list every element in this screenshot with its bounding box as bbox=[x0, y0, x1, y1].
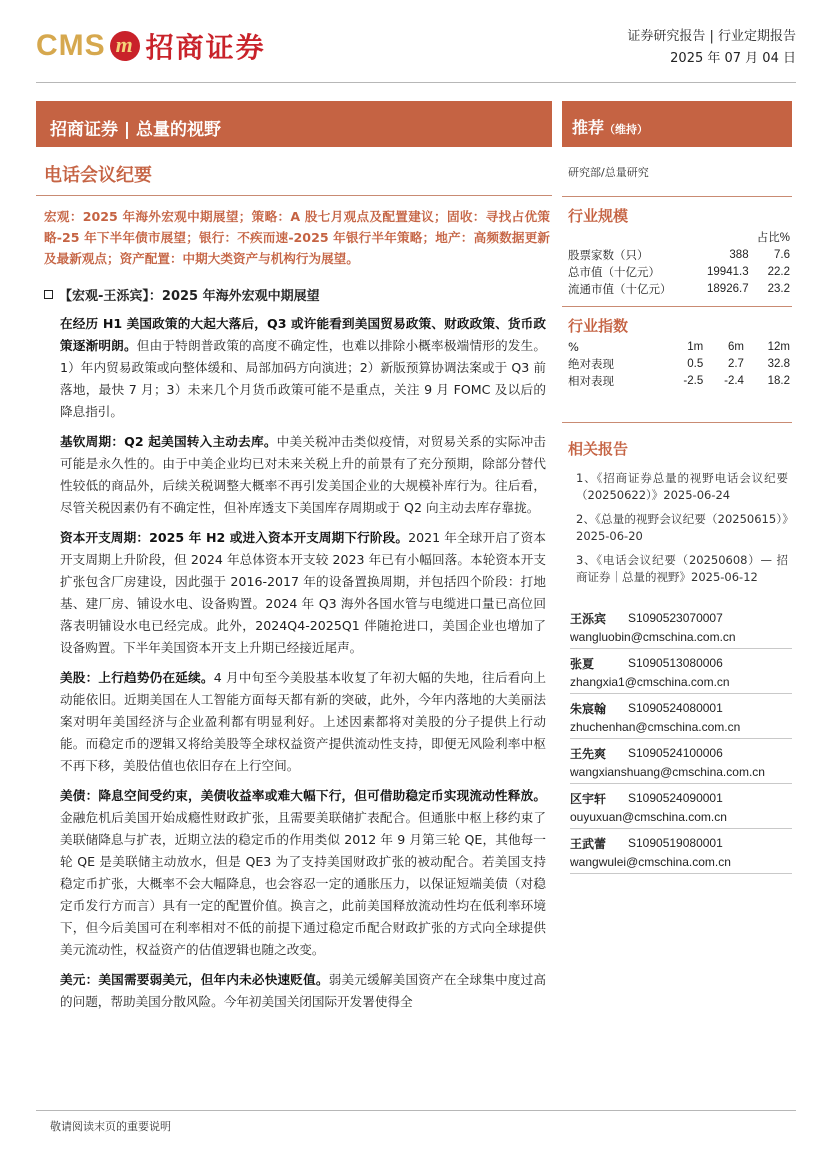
paragraph-lead: 资本开支周期：2025 年 H2 或进入资本开支周期下行阶段。 bbox=[60, 530, 409, 545]
pct-header: 占比% bbox=[756, 232, 790, 244]
related-reports bbox=[576, 470, 788, 593]
analyst-email[interactable]: wangwulei@cmschina.com.cn bbox=[570, 853, 792, 874]
brand-logo bbox=[36, 26, 266, 66]
related-title: 相关报告 bbox=[568, 440, 629, 458]
paragraph-text: 中美关税冲击类似疫情，对贸易关系的实际冲击可能是永久性的。由于中美企业均已对未来关税上升的前景有了充分预期，除部分替代性较低的商品外，后续关税调整大概率不再引发美国企业的大规模补库行为。往后看，尽管关税因素仍有不确定性，但补库透支下美国库存周期或于 Q2 向主动去库存靠拢。 bbox=[60, 434, 546, 515]
report-meta bbox=[627, 26, 796, 70]
cell: 19941.3 bbox=[707, 266, 749, 278]
rating-label: 推荐 bbox=[572, 118, 605, 137]
analyst-email[interactable]: wangluobin@cmschina.com.cn bbox=[570, 628, 792, 649]
rating-banner bbox=[562, 101, 792, 147]
index-table bbox=[568, 339, 790, 390]
analyst-list bbox=[570, 608, 792, 878]
analyst bbox=[570, 653, 792, 694]
analyst-email[interactable]: ouyuxuan@cmschina.com.cn bbox=[570, 808, 792, 829]
cell: 绝对表现 bbox=[568, 357, 614, 371]
paragraph-lead: 美股：上行趋势仍在延续。 bbox=[60, 670, 214, 685]
scale-table bbox=[568, 230, 790, 298]
cell: 12m bbox=[767, 341, 790, 353]
cell: 23.2 bbox=[767, 283, 790, 295]
cell: 相对表现 bbox=[568, 374, 614, 388]
series-banner: 招商证券 | 总量的视野 bbox=[36, 101, 552, 147]
cell: 6m bbox=[727, 341, 744, 353]
cell: 22.2 bbox=[767, 266, 790, 278]
title-divider bbox=[36, 195, 552, 196]
analyst-name: 张夏 bbox=[570, 656, 595, 671]
analyst-email[interactable]: zhangxia1@cmschina.com.cn bbox=[570, 673, 792, 694]
table-row bbox=[568, 264, 790, 281]
analyst bbox=[570, 833, 792, 874]
table-row bbox=[568, 247, 790, 264]
analyst bbox=[570, 788, 792, 829]
analyst-name: 王先爽 bbox=[570, 746, 607, 761]
analyst bbox=[570, 743, 792, 784]
paragraph bbox=[60, 667, 546, 777]
cell: -2.5 bbox=[683, 375, 704, 387]
analyst-email[interactable]: wangxianshuang@cmschina.com.cn bbox=[570, 763, 792, 784]
rating-sub: （维持） bbox=[604, 123, 649, 136]
department: 研究部/总量研究 bbox=[568, 166, 649, 179]
analyst bbox=[570, 698, 792, 739]
analyst-id: S1090519080001 bbox=[628, 836, 723, 850]
cell: -2.4 bbox=[724, 375, 744, 387]
paragraph-lead: 基钦周期：Q2 起美国转入主动去库。 bbox=[60, 434, 277, 449]
right-divider bbox=[562, 196, 792, 197]
header-divider bbox=[36, 82, 796, 83]
scale-title: 行业规模 bbox=[568, 207, 629, 225]
cell: 股票家数（只） bbox=[568, 248, 649, 262]
cell: 总市值（十亿元） bbox=[568, 265, 660, 279]
right-divider bbox=[562, 422, 792, 423]
analyst-id: S1090524090001 bbox=[628, 791, 723, 805]
related-report-link[interactable]: 3、《电话会议纪要（20250608）— 招商证券｜总量的视野》2025-06-12 bbox=[576, 553, 788, 584]
cell: 流通市值（十亿元） bbox=[568, 282, 672, 296]
analyst-name: 王泺宾 bbox=[570, 611, 607, 626]
cell: 7.6 bbox=[774, 249, 790, 261]
analyst bbox=[570, 608, 792, 649]
related-report-link[interactable]: 1、《招商证券总量的视野电话会议纪要（20250622）》2025-06-24 bbox=[576, 471, 788, 502]
cell: % bbox=[568, 340, 579, 354]
paragraph-lead: 美债：降息空间受约束，美债收益率或难大幅下行，但可借助稳定币实现流动性释放。 bbox=[60, 788, 546, 803]
analyst-id: S1090513080006 bbox=[628, 656, 723, 670]
section-heading bbox=[44, 285, 320, 304]
paragraph-text: 但由于特朗普政策的高度不确定性，也难以排除小概率极端情形的发生。1）年内贸易政策或向整体缓和、局部加码方向演进；2）新版预算协调法案或于 Q3 前落地，最快 7 月；3）未来几个月货币政策可能不是重点，关注 9 月 FOMC 及以后的降息指引。 bbox=[60, 338, 547, 419]
cell: 0.5 bbox=[687, 358, 704, 370]
paragraph-text: 4 月中旬至今美股基本收复了年初大幅的失地，往后看向上动能依旧。近期美国在人工智能方面每天都有新的突破，此外，今年内落地的大美丽法案对明年美国经济与企业盈利都有明显利好。上述因素都将对美股的分子提供上行动能。而稳定币的逻辑又将给美股等全球权益资产提供流动性支持，即便无风险利率中枢不再下移，美股估值也依旧存在上行空间。 bbox=[60, 670, 546, 773]
report-type: 证券研究报告 | 行业定期报告 bbox=[627, 29, 796, 44]
cell: 32.8 bbox=[767, 358, 790, 370]
paragraph-lead: 在经历 H1 美国政策的大起大落后，Q3 或许能看到美国贸易政策、财政政策、货币政策逐渐明朗。 bbox=[60, 316, 546, 353]
table-row bbox=[568, 230, 790, 247]
paragraph bbox=[60, 785, 546, 961]
cell: 18926.7 bbox=[707, 283, 749, 295]
related-report-link[interactable]: 2、《总量的视野会议纪要（20250615）》2025-06-20 bbox=[576, 512, 788, 543]
footer-note: 敬请阅读末页的重要说明 bbox=[50, 1120, 171, 1133]
doc-title: 电话会议纪要 bbox=[44, 165, 152, 186]
analyst-name: 区宇轩 bbox=[570, 791, 607, 806]
paragraph-text: 弱美元缓解美国资产在全球集中度过高的问题，帮助美国分散风险。今年初美国关闭国际开发署使得全 bbox=[60, 972, 547, 1009]
paragraph bbox=[60, 313, 546, 423]
paragraph-lead: 美元：美国需要弱美元，但年内未必快速贬值。 bbox=[60, 972, 329, 987]
cell: 1m bbox=[687, 341, 704, 353]
logo-text-en: CMS bbox=[36, 29, 106, 62]
logo-text-cn: 招商证券 bbox=[145, 31, 266, 64]
cell: 388 bbox=[729, 249, 749, 261]
cell: 18.2 bbox=[767, 375, 790, 387]
report-date: 2025 年 07 月 04 日 bbox=[670, 51, 796, 66]
analyst-id: S1090524100006 bbox=[628, 746, 723, 760]
table-row bbox=[568, 356, 790, 373]
paragraph-text: 2021 年全球开启了资本开支周期上升阶段，但 2024 年总体资本开支较 2023 年已有小幅回落。本轮资本开支扩张包含厂房建设，因此强于 2016-2017 年的设备置换周期，并包括四个阶段：打地基、建厂房、铺设水电、设备购置。2024 年 Q3 海外各国水管与电缆进口量已高位回落表明铺设水电已经完成。此外，2024Q4-2025Q1 伴随抢进口，美国企业也增加了设备购置。下半年美国资本开支上升期已经接近尾声。 bbox=[60, 530, 546, 655]
paragraph bbox=[60, 969, 546, 1013]
paragraph-text: 金融危机后美国开始成瘾性财政扩张，且需要美联储扩表配合。但通胀中枢上移约束了美联储降息与扩表，近期立法的稳定币的作用类似 2012 年 9 月第三轮 QE，其他每一轮 QE 是美联储主动放水，但是 QE3 为了支持美国财政扩张的被动配合。若美国支持稳定币扩张，大概率不会大幅降息，也会容忍一定的通胀压力，以保证短端美债（对稳定币发行方而言）具有一定的配置价值。换言之，此前美国释放流动性均在低利率环境下，但今后美国可在利率相对不低的前提下通过稳定币配合财政扩张的方式向全球提供美元流动性，权益资产的估值逻辑也随之改变。 bbox=[60, 810, 546, 957]
right-divider bbox=[562, 306, 792, 307]
analyst-email[interactable]: zhuchenhan@cmschina.com.cn bbox=[570, 718, 792, 739]
analyst-id: S1090524080001 bbox=[628, 701, 723, 715]
index-title: 行业指数 bbox=[568, 317, 629, 335]
table-row bbox=[568, 339, 790, 356]
analyst-name: 朱宸翰 bbox=[570, 701, 607, 716]
footer-divider bbox=[36, 1110, 796, 1111]
section-heading-text: 【宏观-王泺宾】：2025 年海外宏观中期展望 bbox=[59, 289, 320, 304]
paragraph bbox=[60, 527, 546, 659]
bullet-box-icon bbox=[44, 290, 53, 299]
analyst-name: 王武蕾 bbox=[570, 836, 607, 851]
logo-emblem-icon bbox=[110, 31, 140, 61]
table-row bbox=[568, 281, 790, 298]
body-text bbox=[60, 313, 546, 1021]
paragraph bbox=[60, 431, 546, 519]
analyst-id: S1090523070007 bbox=[628, 611, 723, 625]
summary: 宏观：2025 年海外宏观中期展望；策略：A 股七月观点及配置建议；固收：寻找占优策略-25 年下半年债市展望；银行：不疾而速-2025 年银行半年策略；地产：高频数据更新及最新观点；资产配置：中期大类资产与机构行为展望。 bbox=[44, 209, 550, 266]
table-row bbox=[568, 373, 790, 390]
cell: 2.7 bbox=[727, 358, 744, 370]
